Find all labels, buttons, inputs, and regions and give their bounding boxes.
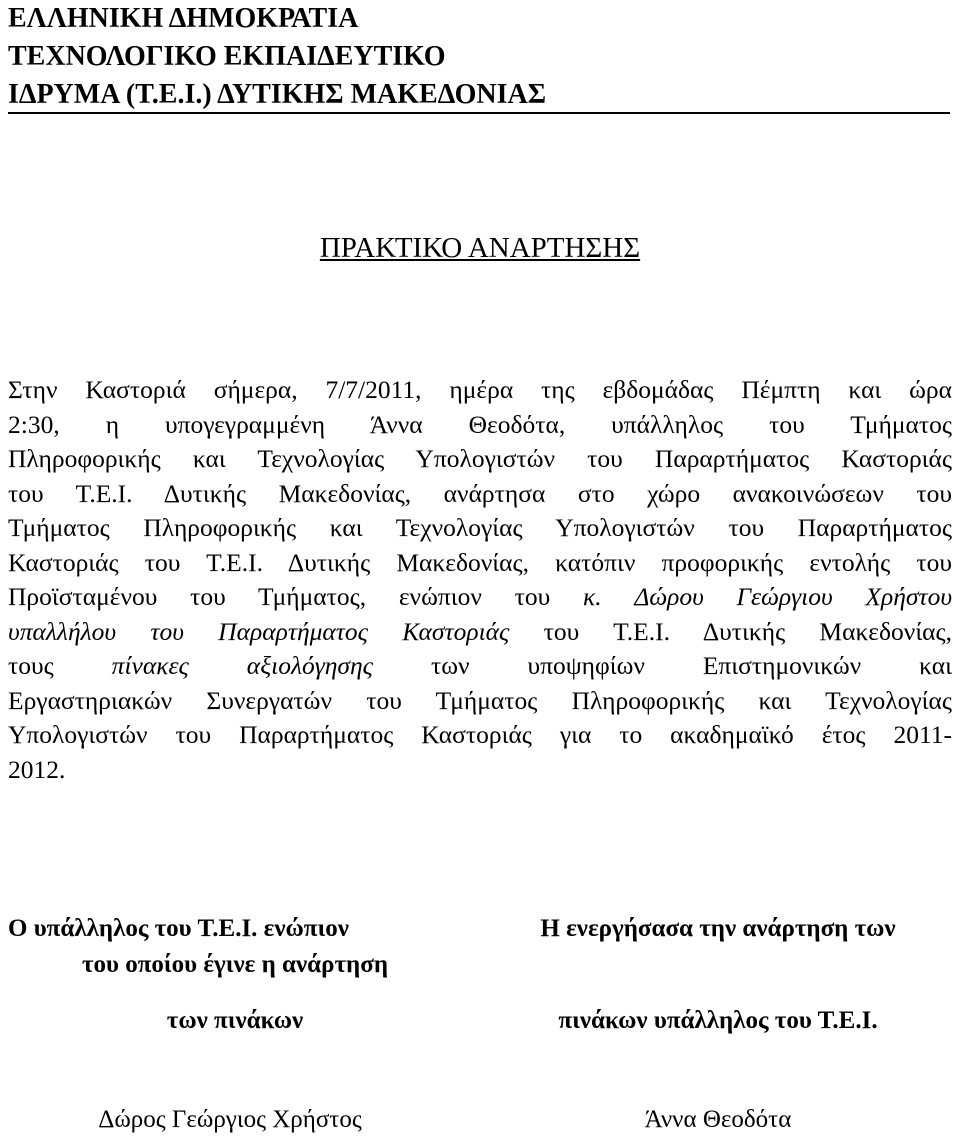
body-line: Τμήματος Πληροφορικής και Τεχνολογίας Υπολογιστών του Παραρτήματος	[8, 513, 952, 542]
body-text-segment: τους	[8, 651, 54, 680]
body-line: Πληροφορικής και Τεχνολογίας Υπολογιστών του Παραρτήματος Καστοριάς	[8, 444, 952, 473]
header-divider	[8, 112, 950, 114]
body-line: 2012.	[8, 754, 66, 784]
signature-right-line-2: πινάκων υπάλληλος του Τ.Ε.Ι.	[558, 1007, 878, 1034]
body-line: Εργαστηριακών Συνεργατών του Τμήματος Πληροφορικής και Τεχνολογίας	[8, 685, 952, 715]
body-text-segment: Προϊσταμένου του Τμήματος, ενώπιον του	[8, 582, 551, 611]
body-line	[8, 649, 952, 684]
body-text-segment: των υποψηφίων Επιστημονικών και	[430, 651, 952, 680]
signature-block-right	[480, 911, 956, 1039]
body-line: του Τ.Ε.Ι. Δυτικής Μακεδονίας, ανάρτησα στο χώρο ανακοινώσεων του	[8, 478, 952, 508]
header-line-1: ΕΛΛΗΝΙΚΗ ΔΗΜΟΚΡΑΤΙΑ	[8, 3, 359, 34]
header-line-2: ΤΕΧΝΟΛΟΓΙΚΟ ΕΚΠΑΙΔΕΥΤΙΚΟ	[8, 41, 446, 72]
signature-right-line-1: Η ενεργήσασα την ανάρτηση των	[540, 915, 896, 942]
spacer	[8, 983, 462, 1003]
body-line: 2:30, η υπογεγραμμένη Άννα Θεοδότα, υπάλληλος του Τμήματος	[8, 409, 952, 439]
body-line: Στην Καστοριά σήμερα, 7/7/2011, ημέρα της εβδομάδας Πέμπτη και ώρα	[8, 375, 952, 404]
employee-role-text: υπαλλήλου του Παραρτήματος Καστοριάς	[8, 616, 510, 646]
body-line	[8, 580, 952, 615]
signature-block-left	[8, 911, 462, 1039]
institution-header	[8, 0, 948, 114]
signature-left-line-3: των πινάκων	[166, 1007, 304, 1034]
evaluation-tables-text: πίνακες αξιολόγησης	[111, 651, 374, 680]
signatory-name-left: Δώρος Γεώργιος Χρήστος	[98, 1106, 362, 1133]
signatory-name-right: Άννα Θεοδότα	[644, 1106, 792, 1133]
signature-left-line-2: του οποίου έγινε η ανάρτηση	[81, 951, 389, 978]
body-line: Καστοριάς του Τ.Ε.Ι. Δυτικής Μακεδονίας, κατόπιν προφορικής εντολής του	[8, 547, 952, 577]
body-paragraph	[8, 373, 952, 787]
document-title: ΠΡΑΚΤΙΚΟ ΑΝΑΡΤΗΣΗΣ	[319, 232, 641, 264]
body-line	[8, 615, 952, 650]
header-line-3: ΙΔΡΥΜΑ (Τ.Ε.Ι.) ΔΥΤΙΚΗΣ ΜΑΚΕΔΟΝΙΑΣ	[8, 79, 547, 110]
body-line: Υπολογιστών του Παραρτήματος Καστοριάς για το ακαδημαϊκό έτος 2011-	[8, 720, 952, 749]
spacer	[480, 947, 956, 1003]
body-text-segment: του Τ.Ε.Ι. Δυτικής Μακεδονίας,	[543, 616, 953, 646]
honorific-text: κ.	[582, 582, 602, 611]
person-name-text: Δώρου Γεώργιου Χρήστου	[634, 582, 953, 611]
signature-left-line-1: Ο υπάλληλος του Τ.Ε.Ι. ενώπιον	[8, 915, 349, 942]
